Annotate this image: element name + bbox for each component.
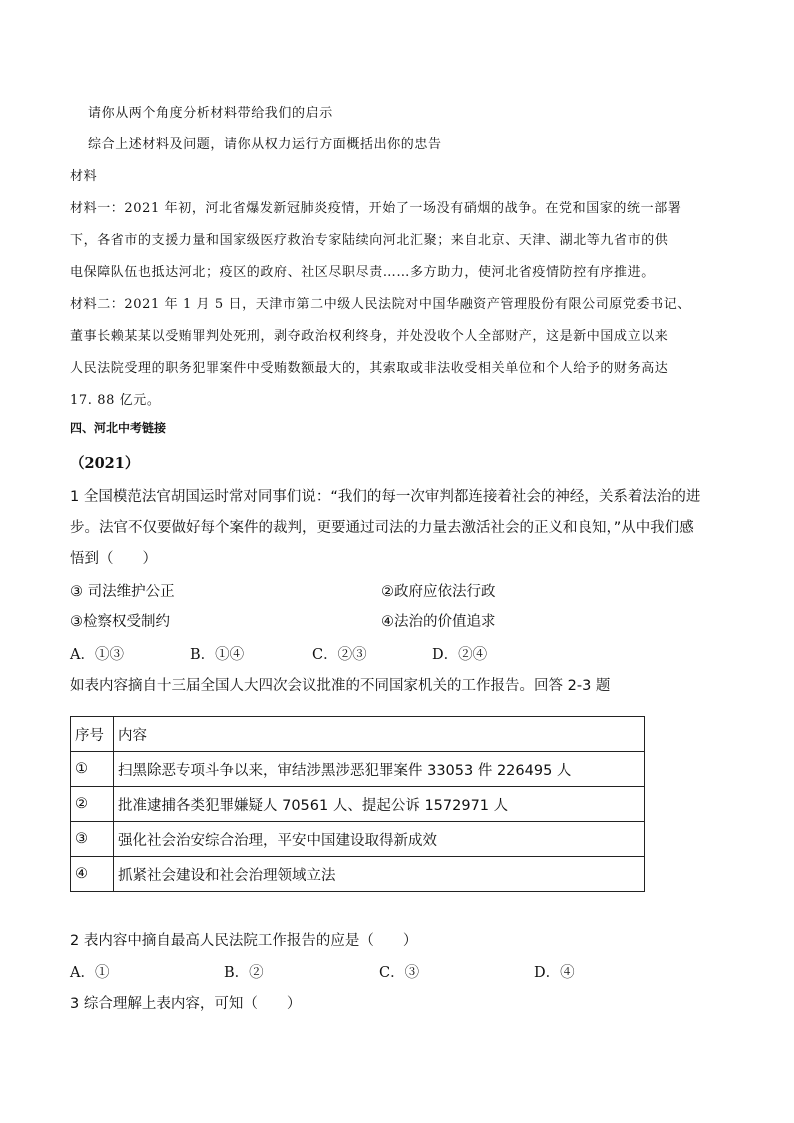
- q3-stem: 3 综合理解上表内容，可知（ ）: [70, 996, 302, 1012]
- row-content: 抓紧社会建设和社会治理领域立法: [114, 857, 645, 892]
- year-label: （2021）: [70, 455, 140, 472]
- q1-choice-a[interactable]: A．①③: [70, 647, 124, 663]
- table-row: [71, 857, 645, 892]
- q1-stem-line-2: 步。法官不仅要做好每个案件的裁判，更要通过司法的力量去激活社会的正义和良知，”从中我们感: [70, 520, 694, 536]
- material-heading: 材料: [70, 169, 98, 184]
- q2-stem: 2 表内容中摘自最高人民法院工作报告的应是（ ）: [70, 933, 418, 949]
- header-number: 序号: [71, 717, 114, 752]
- row-content: 强化社会治安综合治理，平安中国建设取得新成效: [114, 822, 645, 857]
- q1-statement-2: ②政府应依法行政: [381, 584, 496, 600]
- question-line-2: 综合上述材料及问题，请你从权力运行方面概括出你的忠告: [88, 137, 442, 152]
- q1-choice-b[interactable]: B．①④: [190, 647, 245, 663]
- q2-choice-b[interactable]: B．②: [224, 965, 264, 981]
- q1-statement-4: ④法治的价值追求: [381, 614, 496, 630]
- section-heading: 四、河北中考链接: [70, 421, 167, 435]
- material-two-line-3: 人民法院受理的职务犯罪案件中受贿数额最大的，其索取或非法收受相关单位和个人给予的财务高达: [70, 361, 669, 376]
- material-one-line-1: 材料一：2021 年初，河北省爆发新冠肺炎疫情，开始了一场没有硝烟的战争。在党和国家的统一部署: [70, 201, 682, 216]
- q1-stem-line-1: 1 全国模范法官胡国运时常对同事们说：“我们的每一次审判都连接着社会的神经，关系着法治的进: [70, 489, 701, 505]
- q1-stem-line-3: 悟到（ ）: [70, 551, 157, 567]
- material-two-line-2: 董事长赖某某以受贿罪判处死刑，剥夺政治权利终身，并处没收个人全部财产，这是新中国成立以来: [70, 329, 669, 344]
- table-row: [71, 822, 645, 857]
- table-intro: 如表内容摘自十三届全国人大四次会议批准的不同国家机关的工作报告。回答 2-3 题: [70, 678, 611, 694]
- row-number: ②: [71, 787, 114, 822]
- material-one-line-3: 电保障队伍也抵达河北；疫区的政府、社区尽职尽责……多方助力，使河北省疫情防控有序推进。: [70, 265, 655, 280]
- row-content: 扫黑除恶专项斗争以来，审结涉黑涉恶犯罪案件 33053 件 226495 人: [114, 752, 645, 787]
- material-two-line-4: 17. 88 亿元。: [70, 393, 161, 408]
- q1-statement-3: ③检察权受制约: [70, 614, 170, 630]
- table-row: [71, 752, 645, 787]
- material-one-line-2: 下，各省市的支援力量和国家级医疗救治专家陆续向河北汇聚；来自北京、天津、湖北等九省市的供: [70, 233, 669, 248]
- row-number: ①: [71, 752, 114, 787]
- q2-choice-d[interactable]: D．④: [534, 965, 575, 981]
- row-content: 批准逮捕各类犯罪嫌疑人 70561 人、提起公诉 1572971 人: [114, 787, 645, 822]
- table-row: [71, 787, 645, 822]
- q2-choice-c[interactable]: C．③: [379, 965, 420, 981]
- report-table: [70, 716, 645, 892]
- material-two-line-1: 材料二：2021 年 1 月 5 日，天津市第二中级人民法院对中国华融资产管理股份有限公司原党委书记、: [70, 297, 691, 312]
- q1-statement-1: ③ 司法维护公正: [70, 584, 175, 600]
- table-header-row: [71, 717, 645, 752]
- q1-choice-d[interactable]: D．②④: [432, 647, 488, 663]
- q2-choice-a[interactable]: A．①: [70, 965, 110, 981]
- row-number: ③: [71, 822, 114, 857]
- header-content: 内容: [114, 717, 645, 752]
- q1-choice-c[interactable]: C．②③: [312, 647, 367, 663]
- row-number: ④: [71, 857, 114, 892]
- question-line-1: 请你从两个角度分析材料带给我们的启示: [88, 106, 333, 121]
